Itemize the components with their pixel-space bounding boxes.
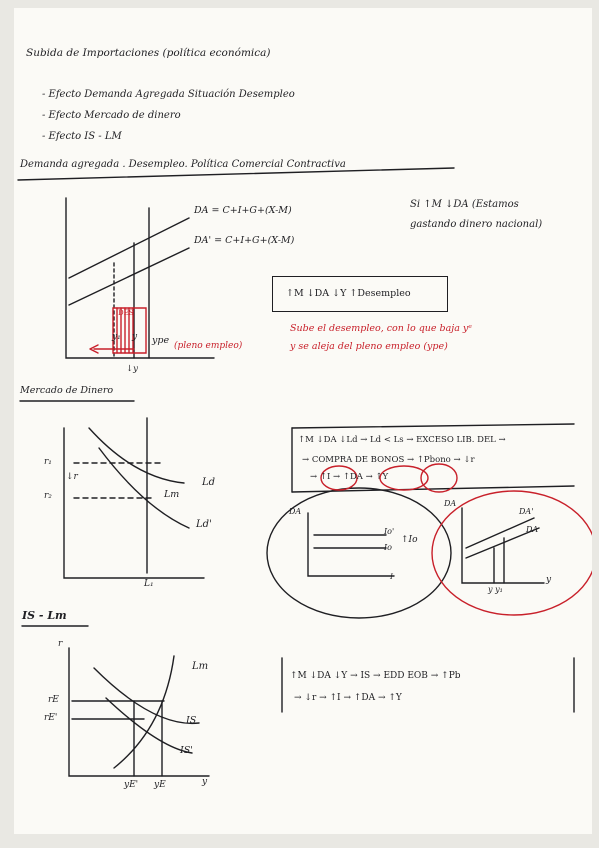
des-label: DES <box>118 309 134 317</box>
is-prime-label: IS' <box>180 745 193 756</box>
sub-da-left: DA <box>289 507 302 516</box>
lm-curve <box>114 656 174 768</box>
da-line <box>69 218 189 278</box>
axis-y-s3: y <box>202 777 208 787</box>
da-label-right: DA <box>526 525 539 534</box>
effect-item-2: - Efecto Mercado de dinero <box>42 110 181 121</box>
islm-axes <box>69 648 209 776</box>
re-label: rE <box>48 695 59 705</box>
ye-label: yE <box>154 780 166 790</box>
ye-prime-label: yE' <box>124 780 139 790</box>
graph2-axes <box>64 428 204 578</box>
down-r-label: ↓r <box>66 472 78 482</box>
right-bubble <box>432 491 592 615</box>
y1-label: y₁ <box>112 332 121 342</box>
is-curve <box>94 668 199 723</box>
ld-label: Ld <box>202 477 216 488</box>
axis-i-label: I <box>390 572 393 581</box>
chain-3-line-1: ↑M ↓DA ↓Y → IS → EDD EOB → ↑Pb <box>290 671 461 681</box>
note-line-1: Si ↑M ↓DA (Estamos <box>410 199 519 210</box>
da-prime-right: DA' <box>519 507 534 516</box>
r2-label: r₂ <box>44 491 52 501</box>
y-y1-label: y y₁ <box>488 585 503 594</box>
chain-3-line-2: → ↓r → ↑I → ↑DA → ↑Y <box>294 693 402 703</box>
graph1-axes <box>66 198 214 358</box>
da-prime-line <box>69 248 189 305</box>
io-label: Io <box>384 543 392 552</box>
ld-prime-curve <box>99 448 189 528</box>
chain-1: ↑M ↓DA ↓Y ↑Desempleo <box>286 288 411 299</box>
red-note-1: Sube el desempleo, con lo que baja yᵉ <box>290 323 472 334</box>
effect-item-1: - Efecto Demanda Agregada Situación Desempleo <box>42 89 295 100</box>
r1-label: r₁ <box>44 457 52 467</box>
ld-curve <box>89 428 184 483</box>
islm-heading: IS - Lm <box>22 609 67 622</box>
ype-label: ype <box>152 335 170 346</box>
l1-label: L₁ <box>144 579 154 589</box>
io1-label: Io' <box>384 527 395 536</box>
da-prime-equation: DA' = C+I+G+(X-M) <box>194 235 295 246</box>
da-equation: DA = C+I+G+(X-M) <box>194 205 292 216</box>
axis-y-right: y <box>546 575 552 585</box>
is-label: IS <box>186 715 197 726</box>
down-y-label: ↓y <box>126 364 138 374</box>
pleno-empleo-label: (pleno empleo) <box>174 341 243 351</box>
red-note-2: y se aleja del pleno empleo (ype) <box>290 341 448 352</box>
chain-2-line-2: → COMPRA DE BONOS → ↑Pbono → ↓r <box>302 455 475 465</box>
up-io-label: ↑Io <box>401 535 418 545</box>
box-top <box>292 424 574 428</box>
re-prime-label: rE' <box>44 713 58 723</box>
sub-da-right: DA <box>444 499 457 508</box>
ld-prime-label: Ld' <box>196 519 212 530</box>
io-axes <box>308 513 394 576</box>
page-title: Subida de Importaciones (política económica) <box>26 47 271 59</box>
notebook-page <box>14 8 592 834</box>
effect-item-3: - Efecto IS - LM <box>42 131 122 142</box>
chain-2-line-3: → ↑I → ↑DA → ↑Y <box>310 472 389 482</box>
red-circle-y <box>421 464 457 492</box>
section1-heading: Demanda agregada . Desempleo. Política Comercial Contractiva <box>20 159 346 170</box>
note-line-2: gastando dinero nacional) <box>410 219 543 230</box>
lm-label-s2: Lm <box>164 489 180 500</box>
axis-r-label: r <box>58 639 63 649</box>
mercado-heading: Mercado de Dinero <box>20 385 114 396</box>
chain-2-line-1: ↑M ↓DA ↓Ld → Ld < Ls → EXCESO LIB. DEL → <box>298 435 506 445</box>
y-label: y <box>132 332 138 342</box>
lm-label-s3: Lm <box>192 661 209 672</box>
